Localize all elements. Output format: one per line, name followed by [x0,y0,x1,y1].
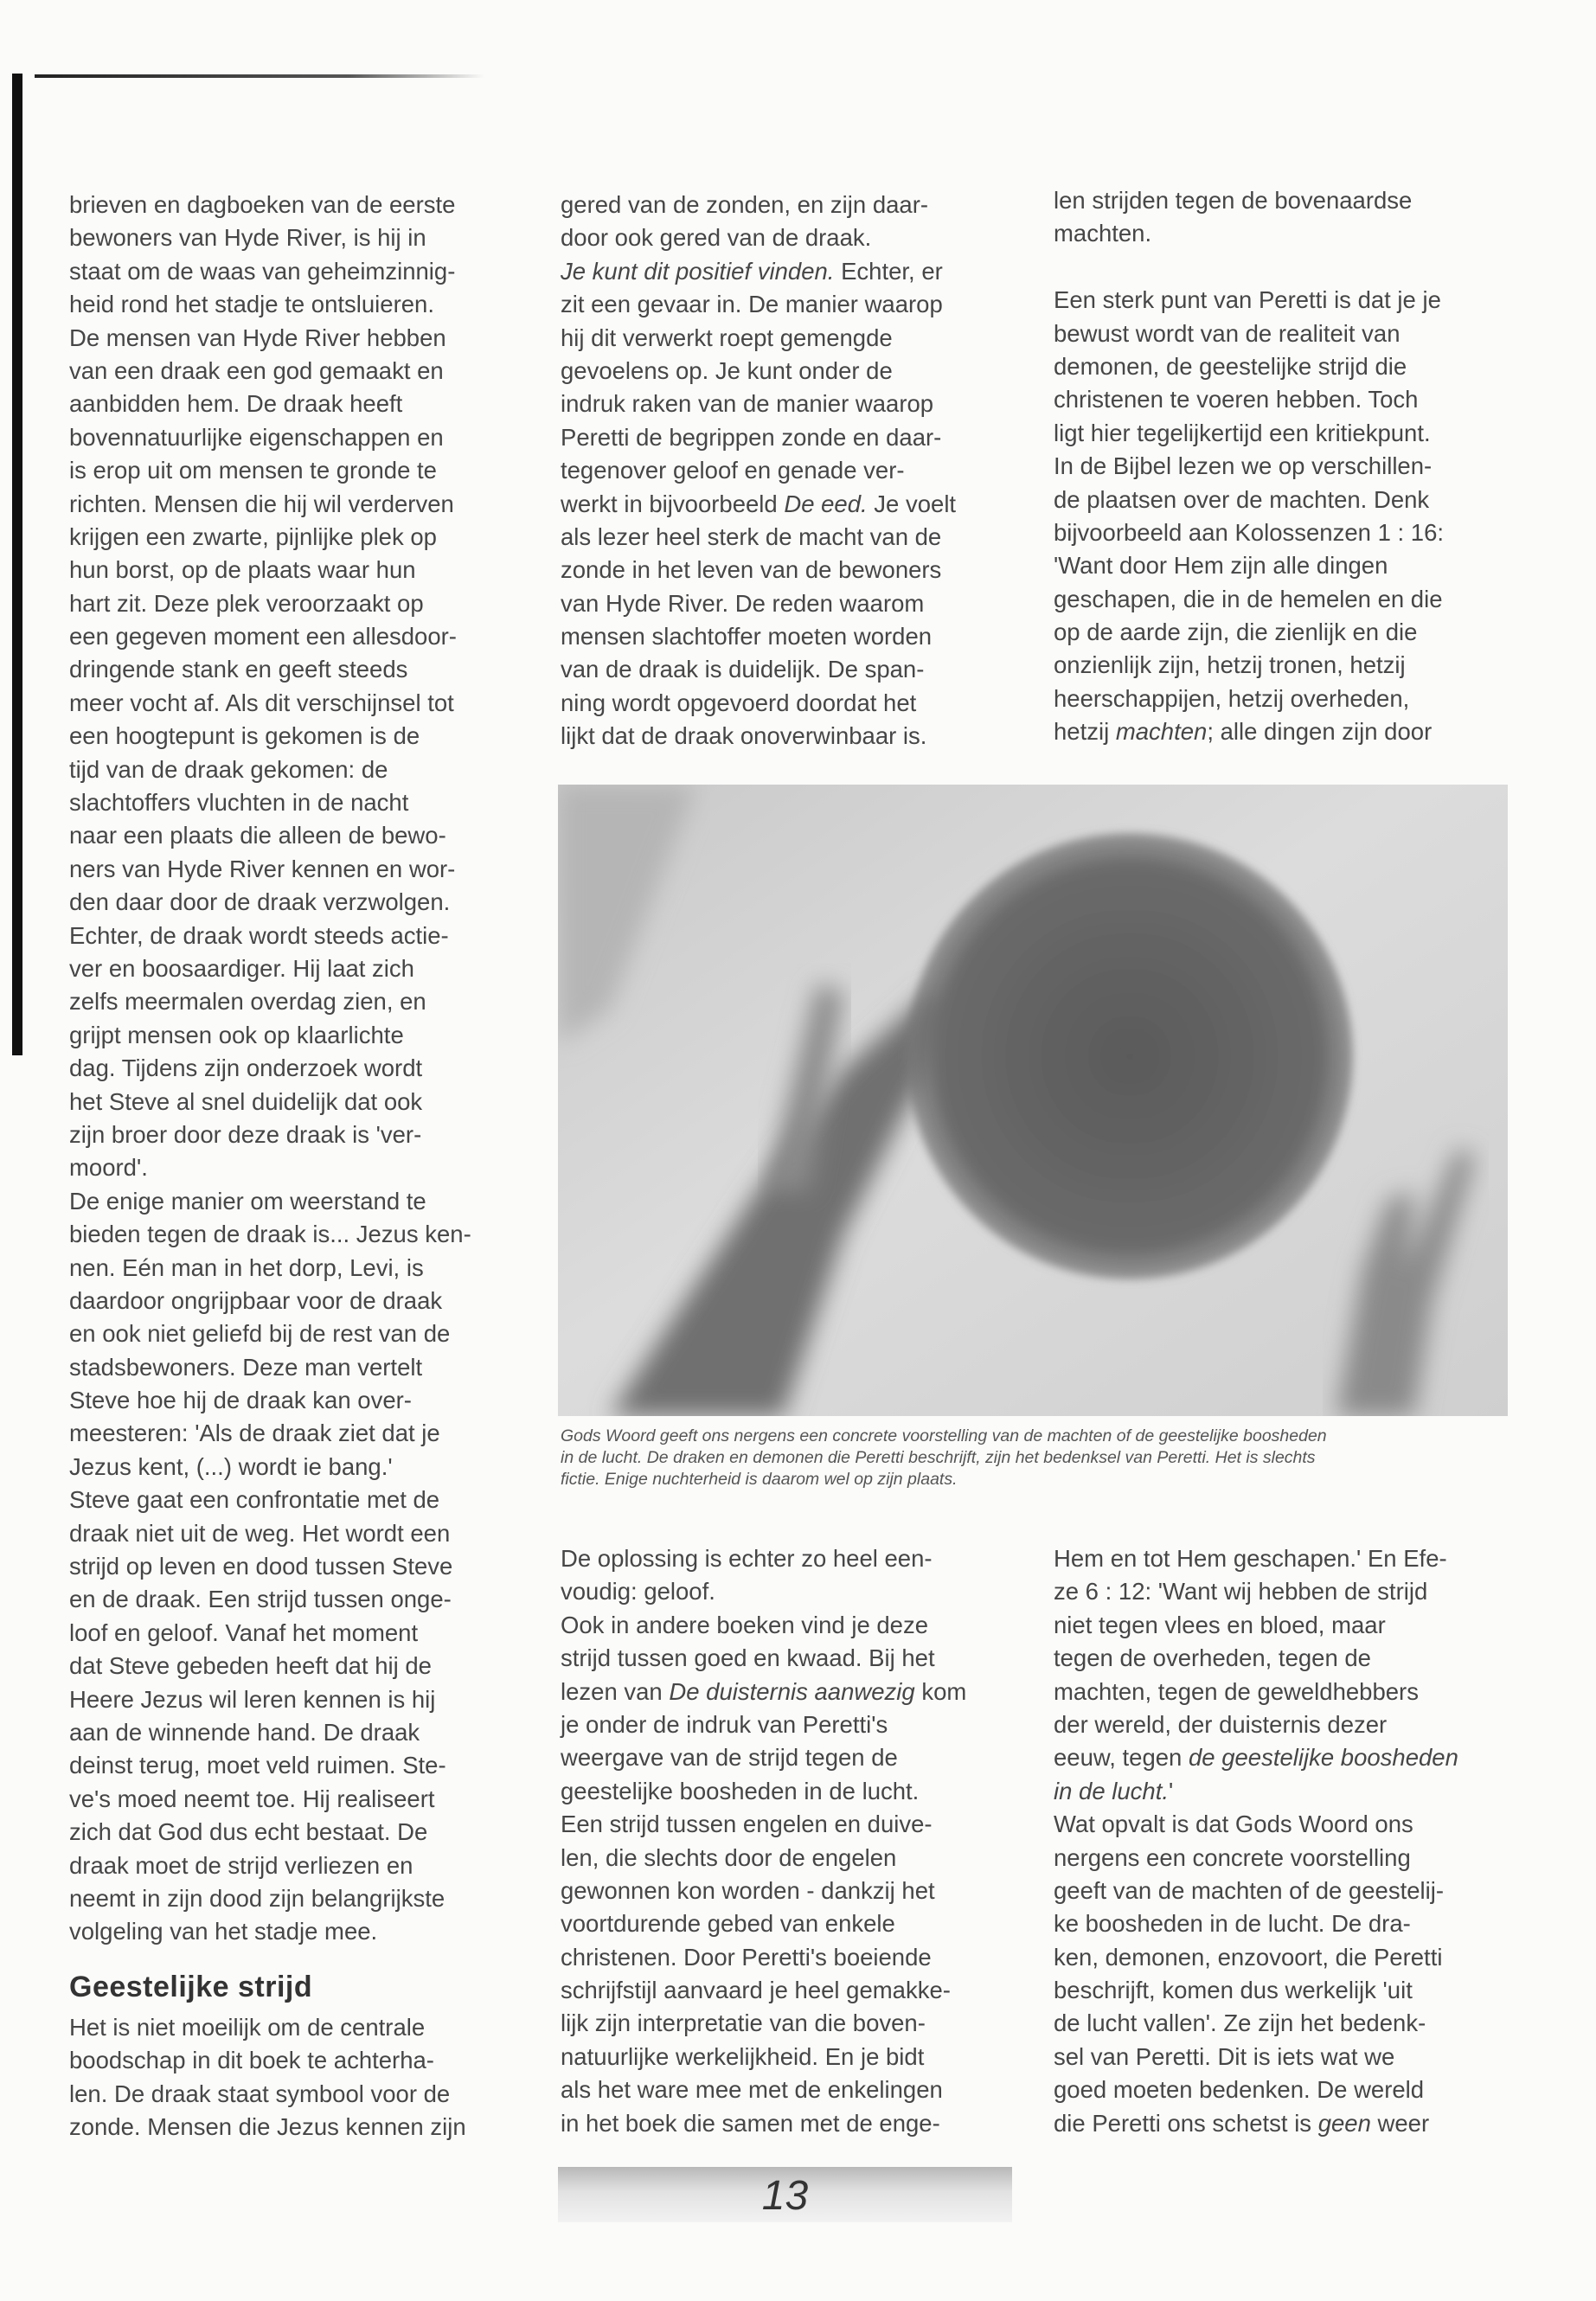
text-segment: 'Want door Hem zijn alle dingen [1054,552,1388,580]
text-line [69,1019,471,1052]
text-line [561,1542,966,1575]
text-line [69,853,471,886]
text-segment: Wat opvalt is dat Gods Woord ons [1054,1811,1413,1838]
text-line [69,1716,471,1749]
italic-text: de geestelijke boosheden [1188,1744,1458,1772]
text-segment: door ook gered van de draak. [561,224,872,252]
text-line [69,421,471,454]
text-segment: gered van de zonden, en zijn daar- [561,191,929,218]
text-segment: Steve gaat een confrontatie met de [69,1486,440,1514]
text-segment: ke boosheden in de lucht. De dra- [1054,1910,1411,1938]
text-segment: mensen slachtoffer moeten worden [561,623,933,651]
text-line [1054,1676,1458,1708]
text-line [69,1550,471,1583]
text-segment: en ook niet geliefd bij de rest van de [69,1320,451,1348]
section-heading: Geestelijke strijd [69,1971,313,2003]
text-line [1054,1542,1458,1575]
text-line [69,587,471,620]
photo-caption [561,1426,1508,1490]
text-line [1054,383,1444,416]
text-line [561,288,956,321]
text-segment: tegenover geloof en genade ver- [561,457,905,484]
text-line [69,554,471,586]
text-segment: zelfs meermalen overdag zien, en [69,988,426,1016]
text-segment: zonde. Mensen die Jezus kennen zijn [69,2113,466,2141]
text-segment: Echter, er [834,257,943,285]
text-segment: staat om de waas van geheimzinnig- [69,257,456,285]
italic-text: in de lucht. [1054,1777,1170,1804]
text-segment: tijd van de draak gekomen: de [69,755,388,783]
text-segment: dag. Tijdens zijn onderzoek wordt [69,1054,423,1082]
text-segment: Heere Jezus wil leren kennen is hij [69,1685,436,1713]
text-segment: aanbidden hem. De draak heeft [69,390,403,418]
text-line [69,1882,471,1915]
text-segment: eeuw, tegen [1054,1744,1189,1772]
text-segment: sel van Peretti. Dit is iets wat we [1054,2042,1395,2070]
top-rule [35,74,484,78]
italic-text: Je kunt dit positief vinden. [561,257,835,285]
text-segment: natuurlijke werkelijkheid. En je bidt [561,2042,925,2070]
caption-line: Gods Woord geeft ons nergens een concrete voorstelling van de machten of de geestelijke boosheden [561,1426,1327,1445]
text-segment: meesteren: 'Als de draak ziet dat je [69,1420,440,1447]
text-segment: de plaatsen over de machten. Denk [1054,485,1430,513]
text-segment: ve's moed neemt toe. Hij realiseert [69,1785,435,1812]
text-line [561,720,956,753]
text-segment: voortdurende gebed van enkele [561,1910,895,1938]
text-segment: ' [1169,1777,1174,1804]
text-segment: naar een plaats die alleen de bewo- [69,822,446,849]
text-segment: heerschappijen, hetzij overheden, [1054,684,1410,712]
scan-edge-bar [12,74,22,1055]
text-segment: Jezus kent, (...) wordt ie bang.' [69,1452,393,1480]
text-segment: hetzij [1054,718,1116,746]
column-2-top-text [561,189,956,753]
text-line [69,1650,471,1682]
text-line [561,2107,966,2140]
text-segment: meer vocht af. Als dit verschijnsel tot [69,689,454,716]
text-line [561,1775,966,1808]
text-segment: de lucht vallen'. Ze zijn het bedenk- [1054,2009,1426,2037]
text-segment: daardoor ongrijpbaar voor de draak [69,1286,443,1314]
text-line [561,2007,966,2040]
text-line [561,1708,966,1741]
text-segment: beschrijft, komen dus werkelijk 'uit [1054,1977,1413,2004]
text-line [561,653,956,686]
text-line [1054,284,1444,317]
text-segment: gewonnen kon worden - dankzij het [561,1876,935,1904]
text-line [561,355,956,388]
text-segment: ken, demonen, enzovoort, die Peretti [1054,1943,1443,1971]
text-segment: als het ware mee met de enkelingen [561,2076,943,2104]
text-segment: slachtoffers vluchten in de nacht [69,789,409,817]
text-line [69,952,471,985]
text-line [561,388,956,420]
text-segment: richten. Mensen die hij wil verderven [69,490,454,517]
text-segment: zonde in het leven van de bewoners [561,556,942,584]
text-segment: een gegeven moment een allesdoor- [69,623,457,651]
text-segment: neemt in zijn dood zijn belangrijkste [69,1884,445,1912]
text-segment: geschapen, die in de hemelen en die [1054,585,1443,612]
caption-line: fictie. Enige nuchterheid is daarom wel op zijn plaats. [561,1470,958,1489]
text-line [1054,649,1444,682]
text-line [1054,1974,1458,2007]
italic-text: De duisternis aanwezig [669,1677,915,1705]
text-line [561,554,956,586]
text-segment: demonen, de geestelijke strijd die [1054,352,1407,380]
text-line [69,1086,471,1118]
text-segment: van een draak een god gemaakt en [69,356,444,384]
column-3-top-text [1054,184,1444,749]
text-segment: Hem en tot Hem geschapen.' En Efe- [1054,1545,1447,1572]
text-segment: den daar door de draak verzwolgen. [69,888,451,916]
text-segment: De oplossing is echter zo heel een- [561,1545,933,1572]
text-segment: ning wordt opgevoerd doordat het [561,689,917,716]
text-line [69,221,471,254]
text-line [69,521,471,554]
text-line [69,1417,471,1450]
text-line [69,1484,471,1516]
text-line [69,189,471,221]
text-line [1054,350,1444,383]
text-segment: loof en geloof. Vanaf het moment [69,1618,419,1646]
text-line [561,1842,966,1875]
text-line [1054,217,1444,250]
text-line [561,255,956,288]
text-line [69,1151,471,1184]
text-segment: Steve hoe hij de draak kan over- [69,1387,412,1414]
text-segment: De mensen van Hyde River hebben [69,324,446,351]
text-line [561,322,956,355]
text-line [1054,583,1444,616]
text-line [69,1683,471,1716]
text-line [69,2011,466,2044]
text-line [1054,184,1444,217]
text-segment: stadsbewoners. Deze man vertelt [69,1353,423,1381]
text-line [69,255,471,288]
text-line [1054,2041,1458,2073]
text-line [69,1816,471,1849]
text-line [69,1583,471,1616]
text-segment: tegen de overheden, tegen de [1054,1644,1371,1672]
text-line [69,2111,466,2144]
text-segment: weer [1370,2109,1430,2137]
text-segment: een hoogtepunt is gekomen is de [69,722,420,750]
text-line [561,1875,966,1907]
text-line [69,653,471,686]
text-line [69,488,471,521]
text-line [69,1783,471,1816]
text-segment: bieden tegen de draak is... Jezus ken- [69,1221,471,1248]
italic-text: De eed. [784,490,868,517]
text-line [69,753,471,786]
text-line [1054,1808,1458,1841]
text-line [69,1915,471,1948]
text-line [1054,1842,1458,1875]
text-segment: indruk raken van de manier waarop [561,390,934,418]
text-segment: op de aarde zijn, die zienlijk en die [1054,619,1418,646]
text-line [561,1642,966,1675]
text-line [561,1741,966,1774]
text-line [69,1617,471,1650]
text-line [1054,1875,1458,1907]
text-segment: het Steve al snel duidelijk dat ook [69,1087,423,1115]
text-segment: len strijden tegen de bovenaardse [1054,187,1413,214]
text-segment: bovennatuurlijke eigenschappen en [69,423,444,451]
text-segment: ze 6 : 12: 'Want wij hebben de strijd [1054,1578,1428,1606]
text-line [561,1974,966,2007]
dark-sphere-and-hands-image [558,785,1508,1416]
text-line [561,1941,966,1974]
column-1-text-after-heading [69,2011,466,2144]
text-line [69,1118,471,1151]
text-segment: nergens een concrete voorstelling [1054,1843,1411,1871]
text-line [69,322,471,355]
text-line [1054,417,1444,450]
text-segment: geestelijke boosheden in de lucht. [561,1777,920,1804]
text-segment: hij dit verwerkt roept gemengde [561,324,893,351]
text-segment: kom [914,1677,967,1705]
text-segment: zijn broer door deze draak is 'ver- [69,1120,422,1148]
text-segment: boodschap in dit boek te achterha- [69,2047,434,2074]
page-number: 13 [761,2173,809,2219]
text-line [1054,549,1444,582]
text-segment: lezen van [561,1677,670,1705]
text-segment: gevoelens op. Je kunt onder de [561,356,893,384]
text-line [1054,1775,1458,1808]
text-line [1054,2107,1458,2140]
italic-text: machten [1115,718,1208,746]
text-line [561,521,956,554]
text-line [1054,1575,1458,1608]
text-line [1054,1708,1458,1741]
text-line [1054,1941,1458,1974]
text-segment: christenen. Door Peretti's boeiende [561,1943,932,1971]
text-segment: len. De draak staat symbool voor de [69,2080,451,2107]
text-line [1054,1642,1458,1675]
text-line [69,1185,471,1218]
text-line [69,1252,471,1285]
text-segment: Je voelt [867,490,957,517]
text-segment: hart zit. Deze plek veroorzaakt op [69,589,424,617]
text-segment: ligt hier tegelijkertijd een kritiekpunt. [1054,419,1431,446]
text-segment: niet tegen vlees en bloed, maar [1054,1611,1386,1638]
text-line [69,985,471,1018]
text-segment: Een sterk punt van Peretti is dat je je [1054,286,1441,314]
text-segment: zit een gevaar in. De manier waarop [561,291,943,318]
text-line [69,1317,471,1350]
text-segment: werkt in bijvoorbeeld [561,490,785,517]
text-line [69,786,471,819]
text-line [561,2073,966,2106]
text-line [1054,2073,1458,2106]
text-segment: voudig: geloof. [561,1578,715,1606]
text-line [69,355,471,388]
text-segment: die Peretti ons schetst is [1054,2109,1318,2137]
text-line [561,221,956,254]
text-line [69,2078,466,2111]
text-segment: lijkt dat de draak onoverwinbaar is. [561,722,927,750]
text-line [1054,2007,1458,2040]
text-segment: van de draak is duidelijk. De span- [561,656,925,683]
italic-text: geen [1317,2109,1371,2137]
text-line [1054,1741,1458,1774]
text-line [561,620,956,653]
text-segment: De enige manier om weerstand te [69,1187,426,1215]
text-segment: ver en boosaardiger. Hij laat zich [69,954,414,982]
text-line [69,620,471,653]
text-line [69,720,471,753]
text-segment: christenen te voeren hebben. Toch [1054,386,1419,413]
text-segment: schrijfstijl aanvaard je heel gemakke- [561,1977,951,2004]
text-line [69,1384,471,1417]
text-segment: der wereld, der duisternis dezer [1054,1710,1388,1738]
text-segment: onzienlijk zijn, hetzij tronen, hetzij [1054,651,1406,679]
text-segment: strijd op leven en dood tussen Steve [69,1553,453,1580]
text-line [69,819,471,852]
text-line [561,1907,966,1940]
text-segment: dringende stank en geeft steeds [69,656,408,683]
caption-line: in de lucht. De draken en demonen die Peretti beschrijft, zijn het bedenksel van Peretti. Het is slechts [561,1448,1316,1467]
text-line [561,454,956,487]
text-line [1054,450,1444,483]
text-segment: nen. Eén man in het dorp, Levi, is [69,1253,424,1281]
text-segment: brieven en dagboeken van de eerste [69,191,456,218]
text-segment: machten. [1054,220,1152,247]
text-line [561,1575,966,1608]
text-line [1054,683,1444,715]
text-line [69,1517,471,1550]
text-segment: en de draak. Een strijd tussen onge- [69,1586,452,1613]
text-segment: is erop uit om mensen te gronde te [69,457,437,484]
text-segment: in het boek die samen met de enge- [561,2109,940,2137]
text-segment: van Hyde River. De reden waarom [561,589,925,617]
text-line [69,388,471,420]
text-segment: draak niet uit de weg. Het wordt een [69,1519,451,1547]
text-line [561,189,956,221]
text-segment: heid rond het stadje te ontsluieren. [69,291,434,318]
page-footer-band [558,2167,1012,2222]
text-line [1054,715,1444,748]
text-line [69,1218,471,1251]
text-line [69,454,471,487]
text-segment: Het is niet moeilijk om de centrale [69,2014,426,2041]
text-segment: moord'. [69,1154,148,1182]
text-line [69,1052,471,1085]
text-line [69,288,471,321]
column-3-bottom-text [1054,1542,1458,2140]
text-segment: dat Steve gebeden heeft dat hij de [69,1652,432,1680]
text-segment: ; alle dingen zijn door [1207,718,1433,746]
text-segment: zich dat God dus echt bestaat. De [69,1818,428,1846]
text-line [561,2041,966,2073]
text-segment: draak moet de strijd verliezen en [69,1851,413,1879]
text-segment: krijgen een zwarte, pijnlijke plek op [69,522,437,550]
illustration-photo [558,785,1508,1416]
text-segment: deinst terug, moet veld ruimen. Ste- [69,1752,446,1779]
text-line [69,687,471,720]
text-segment: bewoners van Hyde River, is hij in [69,224,426,252]
text-line [1054,616,1444,649]
text-line [69,1351,471,1384]
text-line [1054,251,1444,284]
text-line [1054,1907,1458,1940]
text-line [69,2044,466,2077]
text-line [69,1285,471,1317]
text-segment: Peretti de begrippen zonde en daar- [561,423,942,451]
text-line [69,920,471,952]
text-segment: ners van Hyde River kennen en wor- [69,855,456,882]
column-1-text [69,189,471,1949]
text-segment: bijvoorbeeld aan Kolossenzen 1 : 16: [1054,518,1445,546]
text-segment: als lezer heel sterk de macht van de [561,522,942,550]
text-segment: Echter, de draak wordt steeds actie- [69,921,449,949]
text-segment: volgeling van het stadje mee. [69,1918,378,1945]
text-segment: Een strijd tussen engelen en duive- [561,1811,933,1838]
text-line [561,1808,966,1841]
text-line [1054,484,1444,516]
text-line [1054,317,1444,350]
text-segment: strijd tussen goed en kwaad. Bij het [561,1644,935,1672]
text-line [1054,1609,1458,1642]
text-line [561,1676,966,1708]
text-line [69,886,471,919]
text-segment: Ook in andere boeken vind je deze [561,1611,929,1638]
text-segment: len, die slechts door de engelen [561,1843,897,1871]
text-segment: aan de winnende hand. De draak [69,1718,420,1746]
text-line [561,587,956,620]
text-segment: je onder de indruk van Peretti's [561,1710,888,1738]
text-line [561,488,956,521]
text-segment: goed moeten bedenken. De wereld [1054,2076,1425,2104]
column-2-bottom-text [561,1542,966,2140]
text-line [69,1749,471,1782]
text-line [561,421,956,454]
text-segment: weergave van de strijd tegen de [561,1744,898,1772]
text-line [1054,516,1444,549]
text-line [69,1451,471,1484]
text-segment: hun borst, op de plaats waar hun [69,556,416,584]
text-line [561,1609,966,1642]
text-segment: In de Bijbel lezen we op verschillen- [1054,452,1433,480]
text-segment: grijpt mensen ook op klaarlichte [69,1021,404,1048]
text-line [561,687,956,720]
text-segment: machten, tegen de geweldhebbers [1054,1677,1419,1705]
text-line [69,1849,471,1882]
text-segment: lijk zijn interpretatie van die boven- [561,2009,926,2037]
text-segment: bewust wordt van de realiteit van [1054,319,1401,347]
text-segment: geeft van de machten of de geestelij- [1054,1876,1444,1904]
